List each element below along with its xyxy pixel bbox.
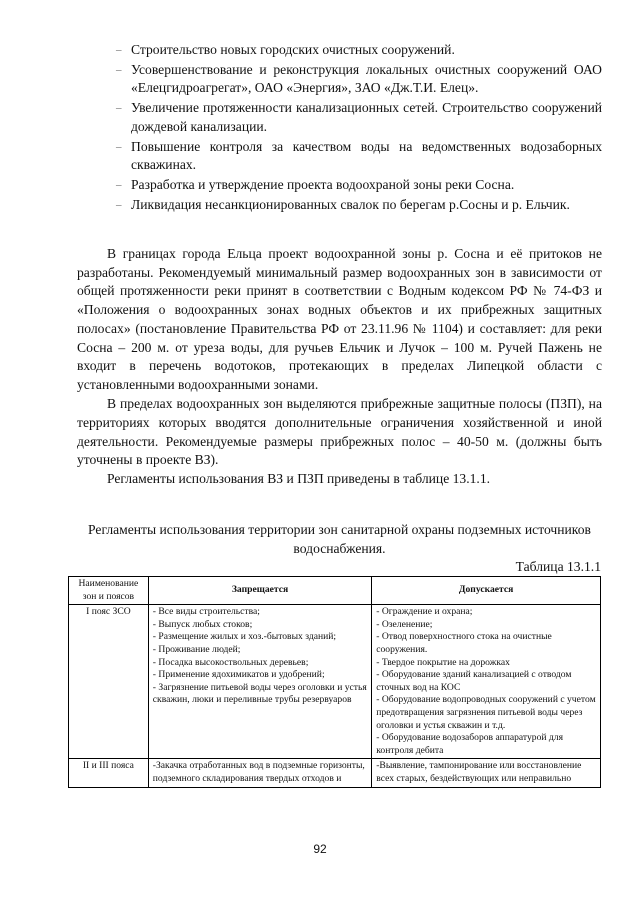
list-item: – Увеличение протяженности канализационных сетей. Строительство сооружений дождевой канализации. (116, 99, 602, 136)
allowed-cell (372, 759, 601, 787)
cell-line: - Озеленение; (376, 618, 433, 630)
cell-line: - Проживание людей; (152, 643, 241, 655)
cell-line: - Оборудование водопроводных сооружений с учетом предотвращения загрязнения питьевой воды через оголовки и устья скважин и т.д. (376, 694, 596, 731)
cell-line: -Закачка отработанных вод в подземные горизонты, подземного складирования твердых отходов и (152, 760, 365, 784)
cell-line: - Применение ядохимикатов и удобрений; (152, 669, 325, 681)
body-text (77, 245, 602, 490)
list-item: – Строительство новых городских очистных сооружений. (116, 41, 602, 60)
page-number: 92 (313, 842, 327, 856)
cell-line: - Отвод поверхностного стока на очистные сооружения. (376, 631, 552, 655)
cell-line: - Твердое покрытие на дорожках (376, 656, 510, 668)
cell-line: - Ограждение и охрана; (376, 606, 473, 618)
regulations-table (68, 576, 601, 788)
forbidden-cell (148, 759, 371, 787)
paragraph: В пределах водоохранных зон выделяются прибрежные защитные полосы (ПЗП), на территориях которых вводятся дополнительные ограничения хозяйственной и иной деятельности. Рекомендуемые размеры прибрежных полос – 40-50 м. (должны быть уточнены в проекте ВЗ). (77, 396, 602, 468)
zone-cell: I пояс ЗСО (69, 605, 149, 759)
cell-line: - Размещение жилых и хоз.-бытовых зданий; (152, 631, 337, 643)
list-item: – Ликвидация несанкционированных свалок по берегам р.Сосны и р. Ельчик. (116, 196, 602, 215)
cell-line: - Оборудование зданий канализацией с отводом сточных вод на КОС (376, 669, 572, 693)
cell-line: -Выявление, тампонирование или восстановление всех старых, бездействующих или неправильно (376, 760, 582, 784)
column-header: Допускается (372, 577, 601, 605)
column-header: Запрещается (148, 577, 371, 605)
list-item: – Усовершенствование и реконструкция локальных очистных сооружений ОАО «Елецгидроагрегат», ОАО «Энергия», ЗАО «Дж.Т.И. Елец». (116, 61, 602, 98)
cell-line: - Выпуск любых стоков; (152, 618, 253, 630)
table-header-row (69, 577, 601, 605)
cell-line: - Оборудование водозаборов аппаратурой для контроля дебита (376, 732, 564, 756)
zone-cell: II и III пояса (69, 759, 149, 787)
table-number: Таблица 13.1.1 (515, 559, 601, 574)
table-row (69, 759, 601, 787)
cell-line: - Все виды строительства; (152, 606, 260, 618)
measures-list (116, 41, 602, 215)
cell-line: - Загрязнение питьевой воды через оголовки и устья скважин, люки и переливные трубы резервуаров (152, 681, 367, 706)
table-row (69, 605, 601, 759)
forbidden-cell (148, 605, 371, 759)
paragraph: Регламенты использования ВЗ и ПЗП приведены в таблице 13.1.1. (107, 471, 491, 487)
paragraph: В границах города Ельца проект водоохранной зоны р. Сосна и её притоков не разработаны. Рекомендуемый минимальный размер водоохранных зон в зависимости от общей протяженности реки принят в соответствии с Водным кодексом РФ № 74-ФЗ и «Положения о водоохранных зонах водных объектов и их прибрежных защитных полосах» (постановление Правительства РФ от 23.11.96 № 1104) и составляет: для реки Сосна – 200 м. от уреза воды, для ручьев Ельчик и Лучок – 100 м. Ручей Пажень не входит в перечень водотоков, протекающих в пределах Липецкой области с установленными водоохранными зонами. (77, 246, 602, 392)
list-item: – Повышение контроля за качеством воды на ведомственных водозаборных скважинах. (116, 138, 602, 175)
cell-line: - Посадка высокоствольных деревьев; (152, 656, 309, 668)
allowed-cell (372, 605, 601, 759)
list-item: – Разработка и утверждение проекта водоохраной зоны реки Сосна. (116, 176, 602, 195)
table-title: Регламенты использования территории зон санитарной охраны подземных источников водоснабжения. (88, 522, 591, 556)
column-header: Наименование зон и поясов (69, 577, 149, 605)
